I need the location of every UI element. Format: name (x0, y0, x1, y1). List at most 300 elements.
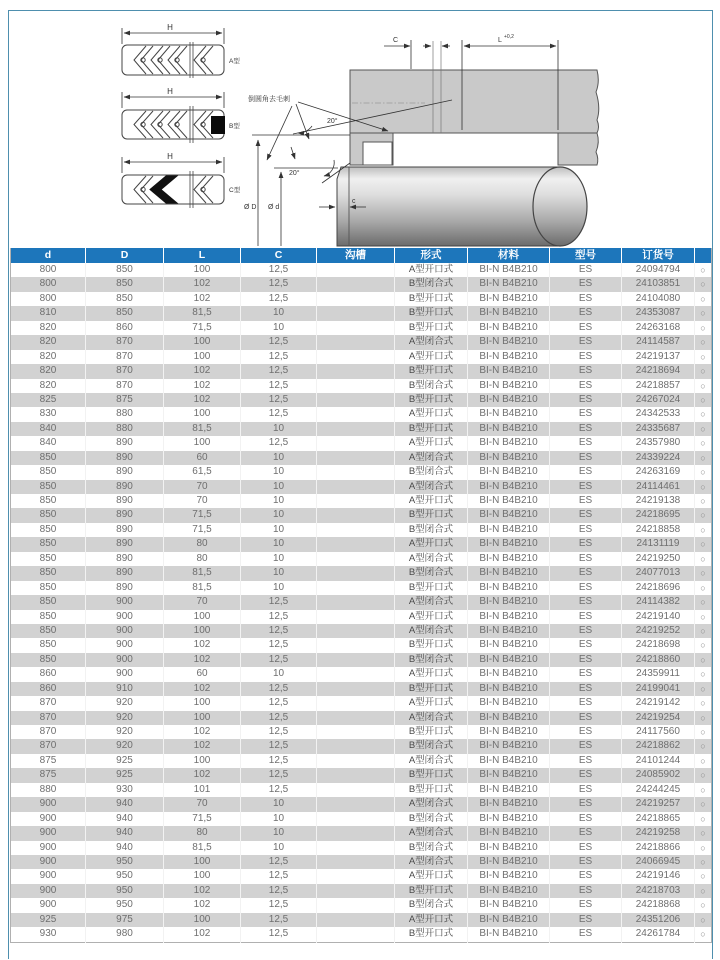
table-row (11, 335, 712, 349)
cell-order-no: 24199041 (622, 682, 695, 696)
profile-a-drawing (122, 42, 224, 78)
cell-L: 102 (164, 898, 241, 912)
cell-order-no: 24219140 (622, 610, 695, 624)
cell-d: 870 (11, 696, 86, 710)
cell-model: ES (550, 653, 622, 667)
cell-material: BI-N B4B210 (468, 263, 550, 277)
cell-order-no: 24267024 (622, 393, 695, 407)
selection-circle: ○ (700, 856, 706, 867)
cell-form: B型闭合式 (395, 653, 468, 667)
cell-D: 925 (86, 768, 164, 782)
cell-order-no: 24351206 (622, 913, 695, 927)
cell-C: 12,5 (241, 335, 317, 349)
cell-D: 940 (86, 841, 164, 855)
cell-order-no: 24104080 (622, 292, 695, 306)
cell-L: 70 (164, 480, 241, 494)
cell-d: 820 (11, 335, 86, 349)
cell-D: 850 (86, 292, 164, 306)
cell-model: ES (550, 292, 622, 306)
cell-D: 900 (86, 595, 164, 609)
cell-groove (317, 826, 395, 840)
cell-groove (317, 913, 395, 927)
cell-d: 900 (11, 812, 86, 826)
selection-circle: ○ (700, 871, 706, 882)
table-row (11, 927, 712, 942)
cell-model: ES (550, 364, 622, 378)
cell-material: BI-N B4B210 (468, 812, 550, 826)
cell-d: 875 (11, 768, 86, 782)
cell-L: 100 (164, 263, 241, 277)
cell-form: B型开口式 (395, 321, 468, 335)
cell-material: BI-N B4B210 (468, 682, 550, 696)
cell-C: 12,5 (241, 350, 317, 364)
profile-b-drawing (122, 106, 225, 143)
cell-groove (317, 350, 395, 364)
cell-D: 890 (86, 581, 164, 595)
cell-form: B型闭合式 (395, 379, 468, 393)
cell-form: A型开口式 (395, 869, 468, 883)
cell-order-no: 24219252 (622, 624, 695, 638)
cell-material: BI-N B4B210 (468, 783, 550, 797)
col-header-订货号: 订货号 (622, 248, 695, 263)
selection-circle: ○ (700, 409, 706, 420)
cell-groove (317, 595, 395, 609)
deburr-note: 倒圆角去毛刺 (248, 96, 290, 103)
cell-d: 900 (11, 869, 86, 883)
cell-model: ES (550, 610, 622, 624)
selection-circle: ○ (700, 741, 706, 752)
dim-C-label: C (393, 37, 399, 44)
cell-C: 12,5 (241, 913, 317, 927)
cell-D: 900 (86, 624, 164, 638)
cell-C: 12,5 (241, 364, 317, 378)
table-row (11, 465, 712, 479)
cell-material: BI-N B4B210 (468, 277, 550, 291)
cell-material: BI-N B4B210 (468, 364, 550, 378)
cell-L: 102 (164, 638, 241, 652)
cell-order-no: 24114461 (622, 480, 695, 494)
table-row (11, 523, 712, 537)
cell-d: 830 (11, 407, 86, 421)
cell-C: 12,5 (241, 292, 317, 306)
selection-circle: ○ (700, 625, 706, 636)
cell-d: 820 (11, 364, 86, 378)
cell-D: 950 (86, 869, 164, 883)
cell-C: 10 (241, 552, 317, 566)
selection-circle: ○ (700, 481, 706, 492)
selection-circle: ○ (700, 784, 706, 795)
cell-C: 12,5 (241, 739, 317, 753)
cell-L: 100 (164, 610, 241, 624)
cell-order-no: 24085902 (622, 768, 695, 782)
cell-model: ES (550, 422, 622, 436)
cell-d: 850 (11, 494, 86, 508)
cell-form: B型闭合式 (395, 566, 468, 580)
cell-C: 12,5 (241, 927, 317, 942)
cell-model: ES (550, 783, 622, 797)
cell-material: BI-N B4B210 (468, 638, 550, 652)
cell-form: A型闭合式 (395, 797, 468, 811)
cell-C: 10 (241, 812, 317, 826)
cell-d: 800 (11, 292, 86, 306)
cell-groove (317, 682, 395, 696)
cell-D: 900 (86, 610, 164, 624)
cell-material: BI-N B4B210 (468, 826, 550, 840)
cell-order-no: 24219138 (622, 494, 695, 508)
cell-C: 12,5 (241, 436, 317, 450)
cell-D: 920 (86, 696, 164, 710)
cell-model: ES (550, 725, 622, 739)
cell-material: BI-N B4B210 (468, 855, 550, 869)
cell-model: ES (550, 552, 622, 566)
cell-D: 850 (86, 263, 164, 277)
table-row (11, 451, 712, 465)
selection-circle: ○ (700, 597, 706, 608)
cell-groove (317, 480, 395, 494)
col-header-沟槽: 沟槽 (317, 248, 395, 263)
table-row (11, 783, 712, 797)
cell-C: 12,5 (241, 407, 317, 421)
table-row (11, 480, 712, 494)
cell-L: 102 (164, 379, 241, 393)
cell-C: 12,5 (241, 595, 317, 609)
cell-form: B型开口式 (395, 393, 468, 407)
selection-circle: ○ (700, 813, 706, 824)
cell-order-no: 24219254 (622, 711, 695, 725)
table-row (11, 884, 712, 898)
cell-D: 890 (86, 436, 164, 450)
cell-d: 880 (11, 783, 86, 797)
cell-groove (317, 812, 395, 826)
cell-d: 810 (11, 306, 86, 320)
cell-L: 71,5 (164, 523, 241, 537)
profile-c-drawing (122, 171, 224, 208)
selection-circle: ○ (700, 366, 706, 377)
cell-groove (317, 869, 395, 883)
cell-D: 950 (86, 855, 164, 869)
cell-material: BI-N B4B210 (468, 610, 550, 624)
cell-groove (317, 508, 395, 522)
cell-D: 900 (86, 638, 164, 652)
cell-L: 71,5 (164, 812, 241, 826)
cell-form: A型闭合式 (395, 826, 468, 840)
cell-d: 900 (11, 797, 86, 811)
cell-C: 12,5 (241, 898, 317, 912)
cell-d: 850 (11, 451, 86, 465)
cell-model: ES (550, 407, 622, 421)
cell-C: 12,5 (241, 624, 317, 638)
cell-groove (317, 739, 395, 753)
cell-material: BI-N B4B210 (468, 711, 550, 725)
cell-d: 850 (11, 595, 86, 609)
cell-order-no: 24219257 (622, 797, 695, 811)
selection-circle: ○ (700, 842, 706, 853)
table-row (11, 711, 712, 725)
cell-L: 100 (164, 624, 241, 638)
cell-C: 10 (241, 480, 317, 494)
cell-D: 910 (86, 682, 164, 696)
cell-form: A型闭合式 (395, 624, 468, 638)
table-row (11, 768, 712, 782)
cell-C: 12,5 (241, 725, 317, 739)
cell-model: ES (550, 566, 622, 580)
table-row (11, 595, 712, 609)
cell-L: 81,5 (164, 306, 241, 320)
cell-groove (317, 667, 395, 681)
cell-groove (317, 927, 395, 942)
cell-form: A型开口式 (395, 913, 468, 927)
cell-order-no: 24219146 (622, 869, 695, 883)
cell-L: 102 (164, 364, 241, 378)
cell-order-no: 24263168 (622, 321, 695, 335)
cell-D: 890 (86, 494, 164, 508)
cell-C: 12,5 (241, 379, 317, 393)
cell-groove (317, 292, 395, 306)
cell-groove (317, 610, 395, 624)
cell-order-no: 24263169 (622, 465, 695, 479)
cell-D: 890 (86, 537, 164, 551)
cell-groove (317, 754, 395, 768)
cell-material: BI-N B4B210 (468, 884, 550, 898)
cell-material: BI-N B4B210 (468, 379, 550, 393)
cell-L: 102 (164, 927, 241, 942)
cell-model: ES (550, 927, 622, 942)
selection-circle: ○ (700, 265, 706, 275)
profile-c-label: C型 (229, 187, 241, 194)
cell-order-no: 24218694 (622, 364, 695, 378)
selection-circle: ○ (700, 611, 706, 622)
cell-L: 102 (164, 277, 241, 291)
cell-L: 102 (164, 739, 241, 753)
cell-d: 850 (11, 610, 86, 624)
cell-model: ES (550, 768, 622, 782)
cell-d: 850 (11, 523, 86, 537)
cell-L: 100 (164, 335, 241, 349)
table-row (11, 552, 712, 566)
table-row (11, 913, 712, 927)
cell-C: 10 (241, 537, 317, 551)
cell-model: ES (550, 321, 622, 335)
cell-model: ES (550, 451, 622, 465)
cell-model: ES (550, 263, 622, 277)
cell-d: 870 (11, 711, 86, 725)
selection-circle: ○ (700, 770, 706, 781)
cell-C: 10 (241, 581, 317, 595)
cell-material: BI-N B4B210 (468, 436, 550, 450)
cell-L: 100 (164, 855, 241, 869)
cell-d: 870 (11, 739, 86, 753)
cell-d: 850 (11, 638, 86, 652)
cell-C: 10 (241, 826, 317, 840)
cell-material: BI-N B4B210 (468, 407, 550, 421)
cell-groove (317, 364, 395, 378)
cell-groove (317, 566, 395, 580)
table-row (11, 638, 712, 652)
cell-material: BI-N B4B210 (468, 898, 550, 912)
cell-model: ES (550, 350, 622, 364)
cell-L: 70 (164, 494, 241, 508)
cell-C: 12,5 (241, 754, 317, 768)
cell-d: 870 (11, 725, 86, 739)
cell-L: 100 (164, 696, 241, 710)
cell-order-no: 24261784 (622, 927, 695, 942)
cell-groove (317, 797, 395, 811)
cell-order-no: 24218862 (622, 739, 695, 753)
cell-D: 870 (86, 379, 164, 393)
cell-model: ES (550, 306, 622, 320)
dim-h-a (122, 28, 224, 44)
cell-L: 80 (164, 537, 241, 551)
cell-d: 900 (11, 898, 86, 912)
cell-C: 12,5 (241, 768, 317, 782)
table-row (11, 393, 712, 407)
cell-L: 81,5 (164, 566, 241, 580)
cell-C: 12,5 (241, 653, 317, 667)
cell-L: 100 (164, 407, 241, 421)
cell-D: 890 (86, 566, 164, 580)
dia-d-label: Ø d (268, 204, 280, 211)
dia-D-label: Ø D (244, 204, 257, 211)
cell-model: ES (550, 855, 622, 869)
table-row (11, 739, 712, 753)
cell-d: 930 (11, 927, 86, 942)
cell-order-no: 24219250 (622, 552, 695, 566)
cell-D: 975 (86, 913, 164, 927)
cell-material: BI-N B4B210 (468, 797, 550, 811)
cell-d: 800 (11, 277, 86, 291)
selection-circle: ○ (700, 828, 706, 839)
selection-circle: ○ (700, 524, 706, 535)
col-header-型号: 型号 (550, 248, 622, 263)
cell-order-no: 24101244 (622, 754, 695, 768)
cell-L: 70 (164, 797, 241, 811)
cell-groove (317, 552, 395, 566)
cell-d: 850 (11, 624, 86, 638)
cell-form: B型闭合式 (395, 277, 468, 291)
cell-groove (317, 855, 395, 869)
cell-L: 101 (164, 783, 241, 797)
cell-material: BI-N B4B210 (468, 653, 550, 667)
angle-upper-label: 20° (327, 118, 338, 125)
cell-D: 940 (86, 812, 164, 826)
cell-form: B型开口式 (395, 364, 468, 378)
cell-form: A型闭合式 (395, 480, 468, 494)
cell-material: BI-N B4B210 (468, 494, 550, 508)
cell-C: 10 (241, 667, 317, 681)
cell-D: 890 (86, 508, 164, 522)
cell-groove (317, 783, 395, 797)
cell-model: ES (550, 595, 622, 609)
cell-material: BI-N B4B210 (468, 725, 550, 739)
cell-form: A型开口式 (395, 350, 468, 364)
cell-order-no: 24077013 (622, 566, 695, 580)
cell-D: 925 (86, 754, 164, 768)
cell-d: 850 (11, 566, 86, 580)
rod-section (337, 167, 587, 246)
dim-h-b (122, 92, 224, 108)
cell-form: B型开口式 (395, 638, 468, 652)
table-row (11, 263, 712, 277)
cell-order-no: 24114587 (622, 335, 695, 349)
table-row (11, 508, 712, 522)
cell-material: BI-N B4B210 (468, 465, 550, 479)
selection-circle: ○ (700, 510, 706, 521)
cell-C: 12,5 (241, 638, 317, 652)
selection-circle: ○ (700, 308, 706, 319)
cell-model: ES (550, 494, 622, 508)
cell-model: ES (550, 898, 622, 912)
cell-groove (317, 436, 395, 450)
cell-L: 71,5 (164, 508, 241, 522)
table-row (11, 610, 712, 624)
cell-L: 60 (164, 451, 241, 465)
cell-d: 800 (11, 263, 86, 277)
cell-D: 900 (86, 667, 164, 681)
cell-D: 870 (86, 364, 164, 378)
cell-L: 100 (164, 711, 241, 725)
selection-circle: ○ (700, 293, 706, 304)
cell-model: ES (550, 436, 622, 450)
selection-circle: ○ (700, 394, 706, 405)
cell-C: 12,5 (241, 711, 317, 725)
cell-L: 60 (164, 667, 241, 681)
dim-h-b-label: H (167, 87, 173, 96)
cell-order-no: 24218858 (622, 523, 695, 537)
cell-D: 930 (86, 783, 164, 797)
cell-model: ES (550, 739, 622, 753)
table-row (11, 581, 712, 595)
cell-C: 10 (241, 306, 317, 320)
cell-L: 102 (164, 768, 241, 782)
col-header-材料: 材料 (468, 248, 550, 263)
cell-groove (317, 451, 395, 465)
cell-order-no: 24218857 (622, 379, 695, 393)
cell-model: ES (550, 335, 622, 349)
cell-form: B型闭合式 (395, 841, 468, 855)
cell-material: BI-N B4B210 (468, 927, 550, 942)
cell-D: 920 (86, 725, 164, 739)
cell-material: BI-N B4B210 (468, 566, 550, 580)
col-header-d: d (11, 248, 86, 263)
cell-groove (317, 537, 395, 551)
cell-groove (317, 321, 395, 335)
selection-circle: ○ (700, 698, 706, 709)
table-row (11, 292, 712, 306)
cell-form: A型闭合式 (395, 451, 468, 465)
cell-D: 920 (86, 711, 164, 725)
cell-order-no: 24094794 (622, 263, 695, 277)
cell-material: BI-N B4B210 (468, 841, 550, 855)
cell-C: 12,5 (241, 682, 317, 696)
cell-d: 900 (11, 841, 86, 855)
table-row (11, 725, 712, 739)
cell-model: ES (550, 754, 622, 768)
table-row (11, 826, 712, 840)
cell-d: 900 (11, 826, 86, 840)
dim-L-label: L (498, 37, 502, 44)
cell-D: 890 (86, 465, 164, 479)
cell-groove (317, 379, 395, 393)
cell-C: 12,5 (241, 277, 317, 291)
cell-order-no: 24353087 (622, 306, 695, 320)
cell-L: 81,5 (164, 422, 241, 436)
cell-order-no: 24219142 (622, 696, 695, 710)
selection-circle: ○ (700, 799, 706, 810)
cell-d: 850 (11, 465, 86, 479)
cell-d: 820 (11, 321, 86, 335)
cell-order-no: 24335687 (622, 422, 695, 436)
cell-d: 875 (11, 754, 86, 768)
